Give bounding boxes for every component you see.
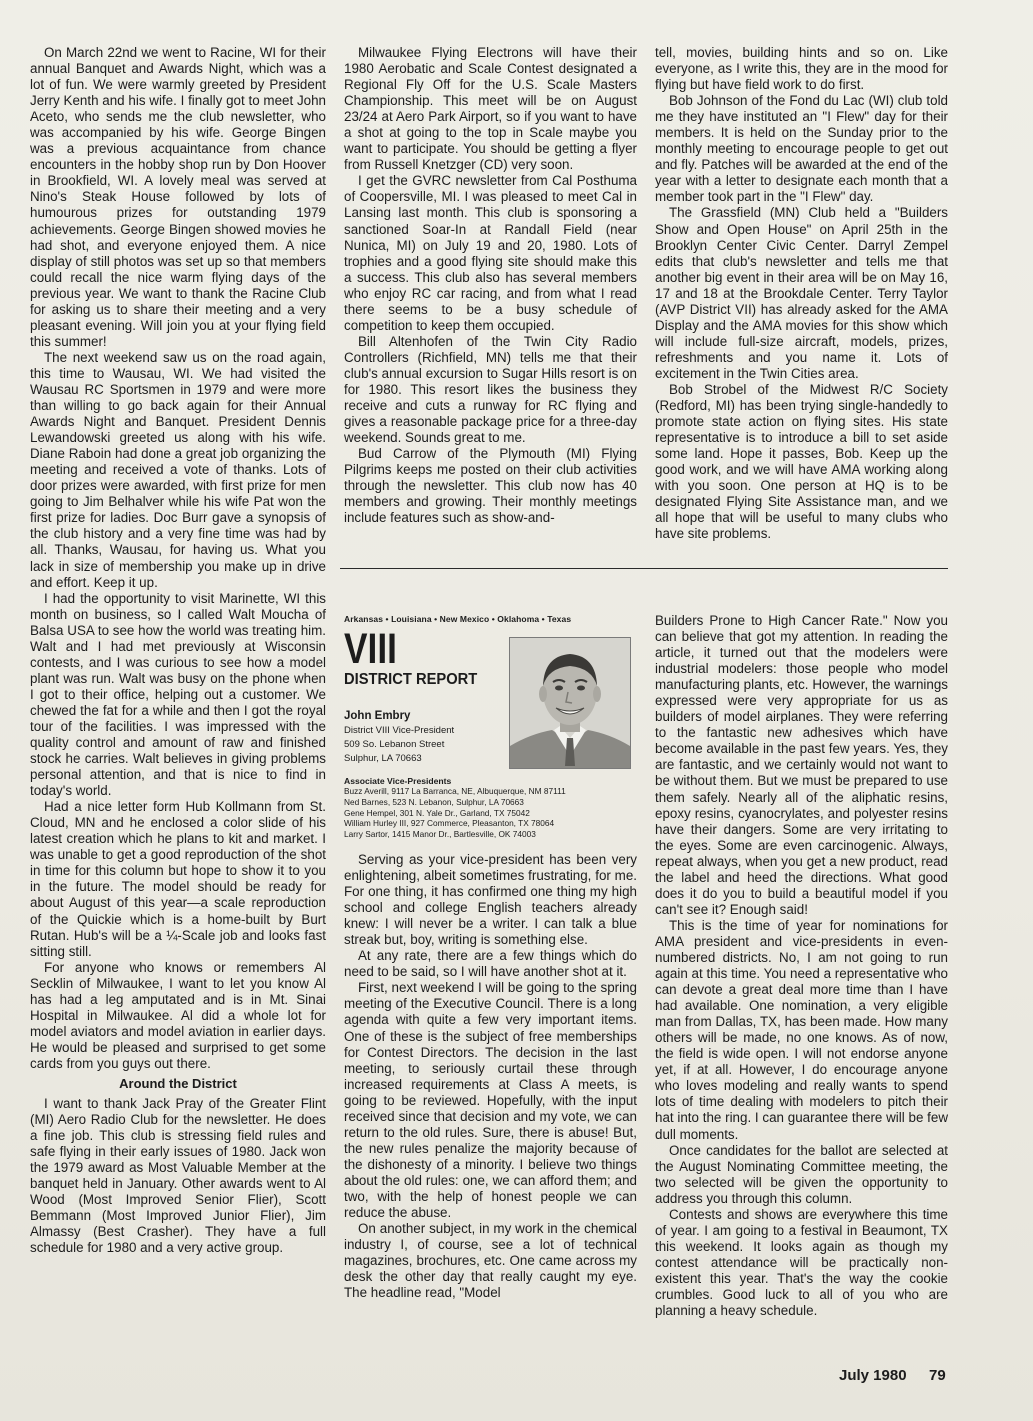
associate-vp-line: Gene Hempel, 301 N. Yale Dr., Garland, TX 75042 xyxy=(344,807,530,818)
paragraph: On March 22nd we went to Racine, WI for their annual Banquet and Awards Night, which was a lot of fun. We were warmly greeted by President Jerry Kenth and his wife. I finally got to meet John Aceto, who sends me the club newsletter, who was accompanied by his wife. George Bingen was a previous acquaintance from chance encounters in the hobby shop run by Don Hoover in Brookfield, WI. A lovely meal was served at Nino's Steak House followed by lots of humourous prizes for outstanding 1979 achievements. George Bingen showed movies he had shot, and everyone enjoyed them. A nice display of still photos was set up so that members could recall the nice warm flying days of the previous year. We want to thank the Racine Club for asking us to share their meeting and a very pleasant evening. Will join you at your flying field this summer! xyxy=(30,45,326,349)
vp-line: 509 So. Lebanon Street xyxy=(344,738,445,750)
column-right-top xyxy=(655,45,948,542)
paragraph: Milwaukee Flying Electrons will have their 1980 Aerobatic and Scale Contest designated a Regional Fly Off for the U.S. Scale Masters Championship. This meet will be on August 23/24 at Aero Park Airport, so if you want to have a shot at going to the top in Scale maybe you want to participate. You should be getting a flyer from Russell Knetzger (CD) very soon. xyxy=(344,45,637,173)
paragraph: I want to thank Jack Pray of the Greater Flint (MI) Aero Radio Club for the newsletter. He does a fine job. This club is stressing field rules and safe flying in their early issues of 1980. Jack won the 1979 award as Most Valuable Member at the banquet held in January. Other awards went to Al Wood (Most Improved Senior Flier), Scott Bemmann (Most Improved Junior Flier), Jim Almassy (Best Crasher). They have a full schedule for 1980 and a very active group. xyxy=(30,1096,326,1256)
paragraph: tell, movies, building hints and so on. Like everyone, as I write this, they are in the mood for flying but have field work to do first. xyxy=(655,45,948,93)
paragraph: Bob Johnson of the Fond du Lac (WI) club told me they have instituted an "I Flew" day for their members. It is held on the Sunday prior to the monthly meeting to encourage people to get out and fly. Patches will be awarded at the end of the year with a letter to designate each month that a member took part in the "I Flew" day. xyxy=(655,93,948,205)
district-states: Arkansas • Louisiana • New Mexico • Oklahoma • Texas xyxy=(344,614,572,624)
column-right-bottom xyxy=(655,613,948,1319)
column-middle-bottom xyxy=(344,852,637,1301)
associate-vp-title: Associate Vice-Presidents xyxy=(344,776,452,786)
associate-vp-line: Ned Barnes, 523 N. Lebanon, Sulphur, LA 70663 xyxy=(344,796,524,807)
section-divider xyxy=(340,568,948,569)
column-left xyxy=(30,45,326,1257)
column-middle-top xyxy=(344,45,637,526)
paragraph: For anyone who knows or remembers Al Secklin of Milwaukee, I want to let you know Al has had a leg amputated and is in Mt. Sinai Hospital in Milwaukee. Al did a whole lot for model aviators and model aviation in earlier days. He would be pleased and surprised to get some cards from you guys out there. xyxy=(30,959,326,1071)
paragraph: Serving as your vice-president has been very enlightening, albeit sometimes frustrating, for me. For one thing, it has confirmed one thing my high school and college English teachers already knew: I will never be a writer. I can talk a blue streak but, boy, writing is something else. xyxy=(344,852,637,948)
issue-date: July 1980 xyxy=(839,1367,907,1384)
section-heading: Around the District xyxy=(119,1076,237,1091)
paragraph: At any rate, there are a few things which do need to be said, so I will have another shot at it. xyxy=(344,948,637,980)
vp-line: District VIII Vice-President xyxy=(344,725,455,736)
paragraph: Contests and shows are everywhere this time of year. I am going to a festival in Beaumont, TX this weekend. It looks again as though my contest attendance will be practically non-existent this year. That's the way the cookie crumbles. Good luck to all of you who are planning a heavy schedule. xyxy=(655,1206,948,1319)
paragraph: I had the opportunity to visit Marinette, WI this month on business, so I called Walt Moucha of Balsa USA to see how the world was treating him. Walt and I had met previously at Wisconsin contests, and I was curious to see how a model plant was run. Walt was busy on the phone when I got to their office, helping out a customer. We chewed the fat for a while and then I got the royal tour of the facilities. I was impressed with the quality control and amount of raw and finished stock he carries. Walt believes in giving problems personal attention, and that is nice to find in today's world. xyxy=(30,590,326,799)
page-number: 79 xyxy=(929,1367,946,1384)
vice-president-address xyxy=(344,724,454,765)
paragraph: The next weekend saw us on the road again, this time to Wausau, WI. We had visited the Wausau RC Sportsmen in 1979 and were more than willing to go back again for their Annual Awards Night and Banquet. President Dennis Lewandowski greeted us along with his wife. Diane Raboin had done a great job organizing the meeting and received a vote of thanks. Lots of door prizes were awarded, with first prize for men going to Jim Belhalver while his wife Pat won the first prize for ladies. Doc Burr gave a synopsis of the club history and a very fine time was had by all. Thanks, Wausau, for having us. What you lack in size of membership you make up in drive and effort. Keep it up. xyxy=(30,349,326,590)
vice-president-name: John Embry xyxy=(344,710,411,722)
paragraph: The Grassfield (MN) Club held a "Builders Show and Open House" on April 25th in the Brooklyn Center Civic Center. Darryl Zempel edits that club's newsletter and tells me that another big event in their area will be on May 16, 17 and 18 at the Brookdale Center. Terry Taylor (AVP District VII) has already asked for the AMA Display and the AMA movies for this show which will include full-size aircraft, models, prizes, refreshments and you name it. Lots of excitement in the Twin Cities area. xyxy=(655,205,948,381)
paragraph: Once candidates for the ballot are selected at the August Nominating Committee meeting, the two selected will be given the opportunity to address you through this column. xyxy=(655,1142,948,1206)
associate-vp-line: William Hurley III, 927 Commerce, Pleasanton, TX 78064 xyxy=(344,818,555,829)
district-report-title: DISTRICT REPORT xyxy=(344,671,478,688)
paragraph: Bud Carrow of the Plymouth (MI) Flying Pilgrims keeps me posted on their club activities through the newsletter. This club now has 40 members and growing. Their monthly meetings include features such as show-and- xyxy=(344,446,637,526)
author-portrait-photo xyxy=(509,637,631,769)
paragraph: Builders Prone to High Cancer Rate." Now you can believe that got my attention. In reading the article, it turned out that the modelers were industrial modelers: those people who model manufacturing plants, etc. However, the warnings expressed were very appropriate for us as builders of model airplanes. They were referring to the fantastic new adhesives which have become available in the past few years. Yes, they are fantastic, and we certainly would not want to be without them. But we must be prepared to use them safely. Nearly all of the aliphatic resins, epoxy resins, cyanocrylates, and polyester resins have their dangers. Some are very irritating to the eyes. Some are even carcinogenic. Always, repeat always, when you get a new product, read the label and heed the directions. What good does it do you to build a beautiful model if you can't see it? Enough said! xyxy=(655,613,948,917)
vp-line: Sulphur, LA 70663 xyxy=(344,752,422,764)
paragraph: Had a nice letter form Hub Kollmann from St. Cloud, MN and he enclosed a color slide of his latest creation which he plans to kit and market. I was unable to get a good reproduction of the shot in time for this column but hope to show it to you in the future. The model should be ready for about August of this year—a scale reproduction of the Quickie which is a home-built by Burt Rutan. Hub's will be a ¼-Scale job and looks fast sitting still. xyxy=(30,799,326,959)
paragraph: Bill Altenhofen of the Twin City Radio Controllers (Richfield, MN) tells me that their club's annual excursion to Sugar Hills resort is on for 1980. This resort likes the business they receive and cuts a runway for RC flying and gives a reasonable package price for a three-day weekend. Sounds great to me. xyxy=(344,333,637,446)
paragraph: First, next weekend I will be going to the spring meeting of the Executive Council. There is a long agenda with quite a few very important items. One of these is the subject of free memberships for Contest Directors. The decision in the last meeting, to seriously curtail these through increased requirements at Class A meets, is going to be reviewed. Hopefully, with the input received since that decision and my vote, we can return to the old rules. Sure, there is abuse! But, the new rules penalize the majority because of the dishonesty of a minority. I believe two things about the old rules: one, we can afford them; and two, with the help of honest people we can reduce the abuse. xyxy=(344,980,637,1221)
associate-vp-line: Larry Sartor, 1415 Manor Dr., Bartlesville, OK 74003 xyxy=(344,829,536,840)
portrait-illustration xyxy=(510,638,630,768)
paragraph: Bob Strobel of the Midwest R/C Society (Redford, MI) has been trying single-handedly to promote state action on flying sites. His state representative is to introduce a bill to set aside some land. Hope it passes, Bob. Keep up the good work, and we will have AMA working along with you soon. One person at HQ is to be designated Flying Site Assistance man, and we all hope that will be useful to many clubs who have site problems. xyxy=(655,381,948,542)
district-number: VIII xyxy=(344,625,397,673)
paragraph: I get the GVRC newsletter from Cal Posthuma of Coopersville, MI. I was pleased to meet Cal in Lansing last month. This club is sponsoring a sanctioned Soar-In at Randall Field (near Nunica, MI) on July 19 and 20, 1980. Lots of trophies and a good flying site should make this a success. This club also has several members who enjoy RC car racing, and from what I read there seems to be a busy schedule of competition to keep them occupied. xyxy=(344,173,637,333)
paragraph: On another subject, in my work in the chemical industry I, of course, see a lot of technical magazines, brochures, etc. One came across my desk the other day that really caught my eye. The headline read, "Model xyxy=(344,1221,637,1301)
paragraph: This is the time of year for nominations for AMA president and vice-presidents in even-numbered districts. No, I am not going to run again at this time. You need a representative who can devote a great deal more time than I have had available. One nomination, a very eligible man from Dallas, TX, has been made. How many others will be made, no one knows. As of now, the field is wide open. I will not endorse anyone yet, if at all. However, I do encourage anyone who loves modeling and really wants to spend lots of time dealing with modelers to pitch their hat into the ring. I can guarantee there will be few dull moments. xyxy=(655,917,948,1142)
associate-vp-line: Buzz Averill, 9117 La Barranca, NE, Albuquerque, NM 87111 xyxy=(344,786,566,796)
associate-vp-list xyxy=(344,786,644,840)
